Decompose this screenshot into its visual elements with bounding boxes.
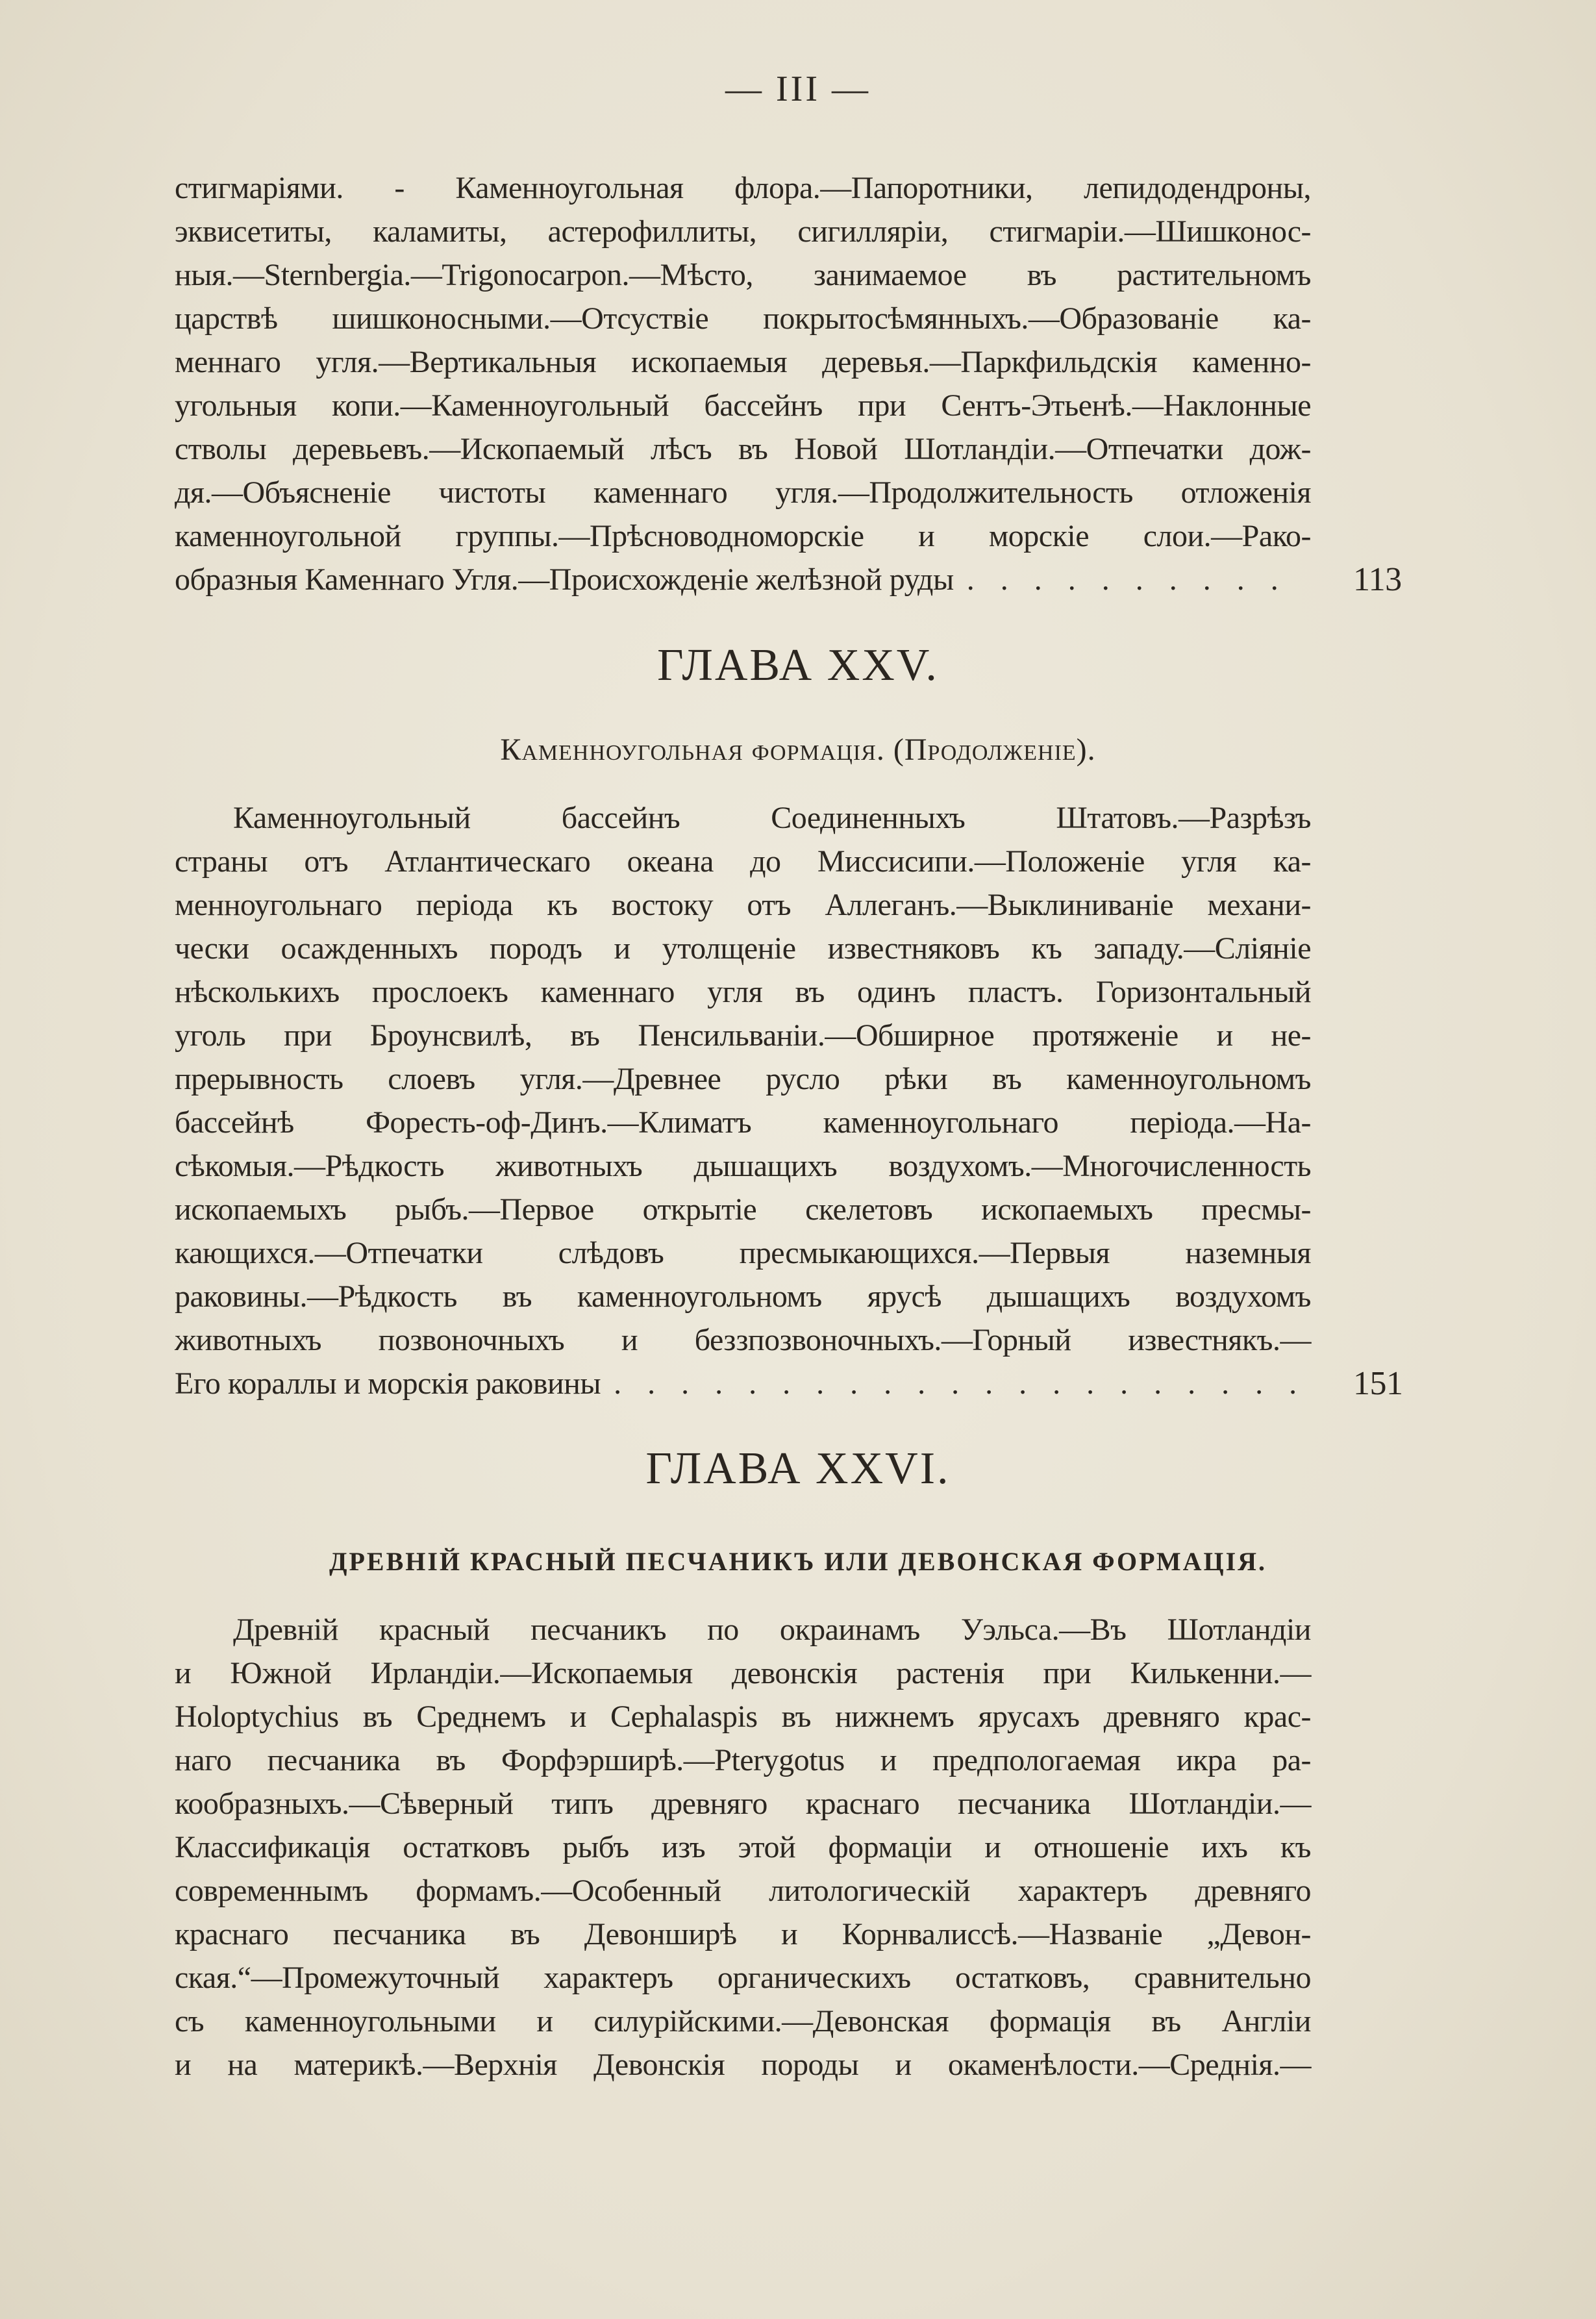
text-line: эквисетиты, каламиты, астерофиллиты, сигилляріи, стигмаріи.—Шишконос- — [175, 214, 1311, 249]
chapter-subtitle-26: ДРЕВНІЙ КРАСНЫЙ ПЕСЧАНИКЪ ИЛИ ДЕВОНСКАЯ ФОРМАЦІЯ. — [329, 1547, 1267, 1576]
text-line: раковины.—Рѣдкость въ каменноугольномъ ярусѣ дышащихъ воздухомъ — [175, 1279, 1311, 1314]
text-line: каменноугольной группы.—Прѣсноводноморскіе и морскіе слои.—Рако- — [175, 519, 1311, 553]
entry-last-line — [175, 1362, 1403, 1405]
text-line: кообразныхъ.—Сѣверный типъ древняго краснаго песчаника Шотландіи.— — [175, 1786, 1311, 1821]
text-line: Его кораллы и морскія раковины — [175, 1366, 601, 1401]
text-line: современнымъ формамъ.—Особенный литологическій характеръ древняго — [175, 1874, 1311, 1908]
text-line: ская.“—Промежуточный характеръ органическихъ остатковъ, сравнительно — [175, 1961, 1311, 1995]
dot-leader — [967, 558, 1298, 601]
text-line: Классификація остатковъ рыбъ изъ этой формаціи и отношеніе ихъ къ — [175, 1830, 1311, 1864]
text-line: ныя.—Sternbergia.—Trigonocarpon.—Мѣсто, занимаемое въ растительномъ — [175, 258, 1311, 292]
text-line: чески осажденныхъ породъ и утолщеніе известняковъ къ западу.—Сліяніе — [175, 931, 1311, 966]
text-line: Каменноугольный бассейнъ Соединенныхъ Штатовъ.—Разрѣзъ — [233, 801, 1311, 835]
text-line: прерывность слоевъ угля.—Древнее русло рѣки въ каменноугольномъ — [175, 1062, 1311, 1096]
text-line: краснаго песчаника въ Девонширѣ и Корнвалиссѣ.—Названіе „Девон- — [175, 1917, 1311, 1951]
entry-last-line — [175, 558, 1402, 601]
text-line: угольныя копи.—Каменноугольный бассейнъ при Сентъ-Этьенѣ.—Наклонные — [175, 388, 1311, 423]
text-line: стигмаріями. - Каменноугольная флора.—Папоротники, лепидодендроны, — [175, 171, 1311, 205]
text-line: животныхъ позвоночныхъ и беззпозвоночныхъ.—Горный известнякъ.— — [175, 1323, 1311, 1357]
text-line: наго песчаника въ Форфэрширѣ.—Pterygotus и предпологаемая икра ра- — [175, 1743, 1311, 1777]
text-line: меннаго угля.—Вертикальныя ископаемыя деревья.—Паркфильдскія каменно- — [175, 345, 1311, 379]
chapter-title-25: ГЛАВА XXV. — [657, 640, 939, 690]
chapter-26-summary — [175, 1608, 1311, 2087]
page-number: 113 — [1353, 561, 1402, 598]
text-line: стволы деревьевъ.—Ископаемый лѣсъ въ Новой Шотландіи.—Отпечатки дож- — [175, 432, 1311, 466]
text-line: бассейнѣ Форесть-оф-Динъ.—Климатъ каменноугольнаго періода.—На- — [175, 1105, 1311, 1140]
text-line: Holoptychius въ Среднемъ и Cephalaspis въ нижнемъ ярусахъ древняго крас- — [175, 1699, 1311, 1734]
dot-leader — [614, 1362, 1298, 1405]
continued-contents-entry — [175, 166, 1402, 601]
text-line: царствѣ шишконосными.—Отсуствіе покрытосѣмянныхъ.—Образованіе ка- — [175, 301, 1311, 336]
text-line: съ каменноугольными и силурійскими.—Девонская формація въ Англіи — [175, 2004, 1311, 2038]
text-line: и на материкѣ.—Верхнія Девонскія породы и окаменѣлости.—Среднія.— — [175, 2048, 1311, 2082]
text-line: сѣкомыя.—Рѣдкость животныхъ дышащихъ воздухомъ.—Многочисленность — [175, 1149, 1311, 1183]
text-line: ископаемыхъ рыбъ.—Первое открытіе скелетовъ ископаемыхъ пресмы- — [175, 1192, 1311, 1227]
text-line: уголь при Броунсвилѣ, въ Пенсильваніи.—Обширное протяженіе и не- — [175, 1018, 1311, 1053]
page-folio: — III — — [725, 69, 871, 109]
text-line: дя.—Объясненіе чистоты каменнаго угля.—Продолжительность отложенія — [175, 475, 1311, 510]
text-line: менноугольнаго періода къ востоку отъ Аллеганъ.—Выклиниваніе механи- — [175, 888, 1311, 922]
chapter-subtitle-25: Каменноугольная формація. (Продолженіе). — [500, 733, 1096, 767]
text-line: Древній красный песчаникъ по окраинамъ Уэльса.—Въ Шотландіи — [233, 1612, 1311, 1647]
chapter-title-26: ГЛАВА XXVI. — [645, 1444, 951, 1494]
text-line: нѣсколькихъ прослоекъ каменнаго угля въ одинъ пластъ. Горизонтальный — [175, 975, 1311, 1009]
text-line: страны отъ Атлантическаго океана до Миссисипи.—Положеніе угля ка- — [175, 844, 1311, 879]
text-line: образныя Каменнаго Угля.—Происхожденіе желѣзной руды — [175, 562, 954, 597]
text-line: кающихся.—Отпечатки слѣдовъ пресмыкающихся.—Первыя наземныя — [175, 1236, 1311, 1270]
page-number: 151 — [1353, 1365, 1403, 1402]
text-line: и Южной Ирландіи.—Ископаемыя девонскія растенія при Килькенни.— — [175, 1656, 1311, 1690]
chapter-25-summary — [175, 796, 1403, 1405]
